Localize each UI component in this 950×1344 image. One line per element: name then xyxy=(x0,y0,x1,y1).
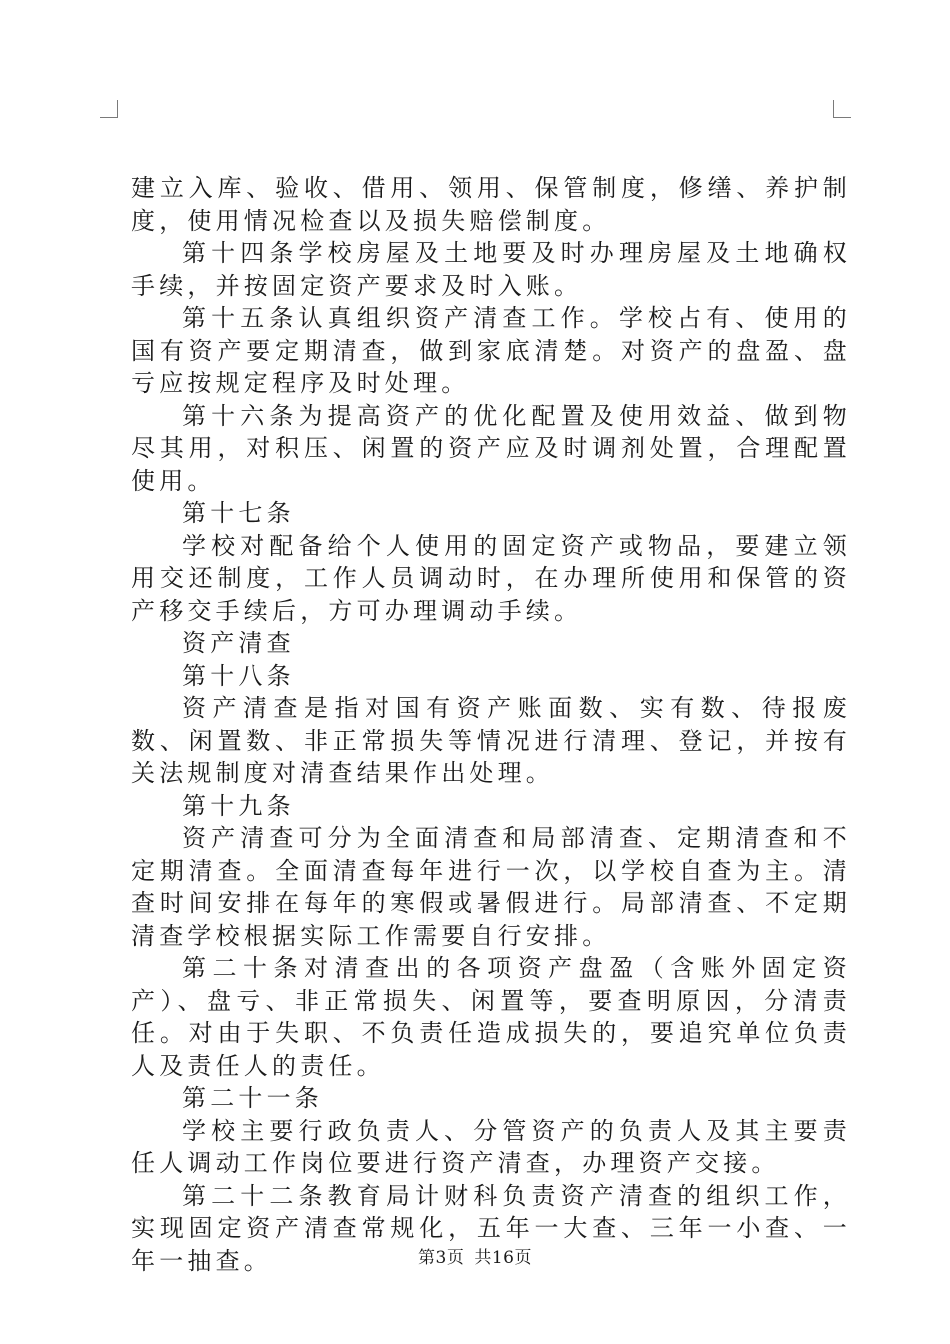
document-body xyxy=(131,172,851,1277)
paragraph: 资产清查是指对国有资产账面数、实有数、待报废数、闲置数、非正常损失等情况进行清理、登记，并按有关法规制度对清查结果作出处理。 xyxy=(131,694,851,787)
paragraph: 第二十条对清查出的各项资产盘盈（含账外固定资产）、盘亏、非正常损失、闲置等，要查明原因，分清责任。对由于失职、不负责任造成损失的，要追究单位负责人及责任人的责任。 xyxy=(131,954,851,1080)
paragraph: 学校主要行政负责人、分管资产的负责人及其主要责任人调动工作岗位要进行资产清查，办理资产交接。 xyxy=(131,1116,851,1177)
article-heading: 第十七条 xyxy=(182,499,295,527)
page-total: 共16页 xyxy=(474,1248,532,1268)
crop-mark-top-left xyxy=(100,100,118,118)
paragraph: 资产清查可分为全面清查和局部清查、定期清查和不定期清查。全面清查每年进行一次，以学校自查为主。清查时间安排在每年的寒假或暑假进行。局部清查、不定期清查学校根据实际工作需要自行安排。 xyxy=(131,824,851,950)
article-heading: 第十九条 xyxy=(182,791,295,820)
section-heading: 资产清查 xyxy=(182,629,295,657)
paragraph: 第十五条认真组织资产清查工作。学校占有、使用的国有资产要定期清查，做到家底清楚。对资产的盘盈、盘亏应按规定程序及时处理。 xyxy=(131,304,851,397)
page-footer xyxy=(0,1243,950,1268)
paragraph: 建立入库、验收、借用、领用、保管制度，修缮、养护制度，使用情况检查以及损失赔偿制度。 xyxy=(131,174,851,235)
article-heading: 第十八条 xyxy=(182,661,295,690)
paragraph: 第十六条为提高资产的优化配置及使用效益、做到物尽其用，对积压、闲置的资产应及时调剂处置，合理配置使用。 xyxy=(131,401,851,495)
article-heading: 第二十一条 xyxy=(182,1084,323,1112)
paragraph: 学校对配备给个人使用的固定资产或物品，要建立领用交还制度，工作人员调动时，在办理所使用和保管的资产移交手续后，方可办理调动手续。 xyxy=(131,531,851,625)
page-number: 第3页 xyxy=(418,1248,465,1268)
paragraph: 第二十二条教育局计财科负责资产清查的组织工作，实现固定资产清查常规化，五年一大查、三年一小查、一年一抽查。 xyxy=(131,1181,851,1275)
crop-mark-top-right xyxy=(833,100,851,118)
paragraph: 第十四条学校房屋及土地要及时办理房屋及土地确权手续，并按固定资产要求及时入账。 xyxy=(131,239,851,300)
